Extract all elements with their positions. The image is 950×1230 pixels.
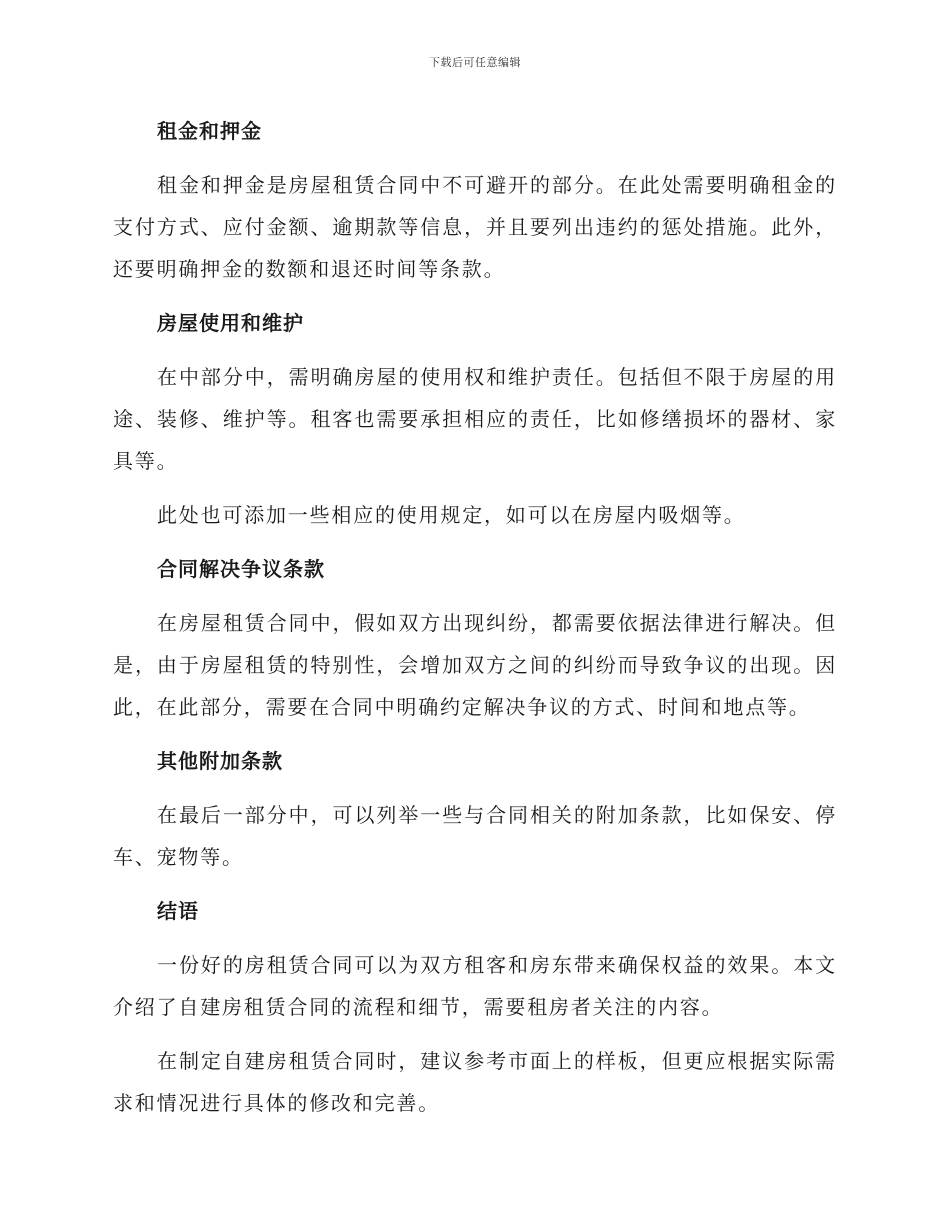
section-paragraph: 在中部分中，需明确房屋的使用权和维护责任。包括但不限于房屋的用途、装修、维护等。租客也需要承担相应的责任，比如修缮损坏的器材、家具等。 bbox=[113, 365, 837, 473]
section-dispute-resolution bbox=[113, 548, 837, 728]
section-paragraph: 在房屋租赁合同中，假如双方出现纠纷，都需要依据法律进行解决。但是，由于房屋租赁的特别性，会增加双方之间的纠纷而导致争议的出现。因此，在此部分，需要在合同中明确约定解决争议的方式、时间和地点等。 bbox=[113, 611, 837, 719]
section-paragraph: 在最后一部分中，可以列举一些与合同相关的附加条款，比如保安、停车、宠物等。 bbox=[113, 803, 837, 869]
section-additional-terms bbox=[113, 740, 837, 878]
section-paragraph: 一份好的房租赁合同可以为双方租客和房东带来确保权益的效果。本文介绍了自建房租赁合同的流程和细节，需要租房者关注的内容。 bbox=[113, 953, 837, 1019]
section-heading: 结语 bbox=[157, 899, 199, 923]
section-heading: 房屋使用和维护 bbox=[157, 311, 304, 335]
section-heading: 其他附加条款 bbox=[157, 749, 283, 773]
section-conclusion bbox=[113, 890, 837, 1124]
section-paragraph: 租金和押金是房屋租赁合同中不可避开的部分。在此处需要明确租金的支付方式、应付金额、逾期款等信息，并且要列出违约的惩处措施。此外，还要明确押金的数额和退还时间等条款。 bbox=[113, 173, 837, 281]
section-paragraph: 此处也可添加一些相应的使用规定，如可以在房屋内吸烟等。 bbox=[157, 503, 746, 527]
section-usage-maintenance bbox=[113, 302, 837, 536]
section-heading: 租金和押金 bbox=[157, 119, 262, 143]
document-body bbox=[113, 110, 837, 1136]
section-heading: 合同解决争议条款 bbox=[157, 557, 325, 581]
section-paragraph: 在制定自建房租赁合同时，建议参考市面上的样板，但更应根据实际需求和情况进行具体的修改和完善。 bbox=[113, 1049, 837, 1115]
page-header: 下载后可任意编辑 bbox=[429, 56, 521, 69]
section-rent-deposit bbox=[113, 110, 837, 290]
